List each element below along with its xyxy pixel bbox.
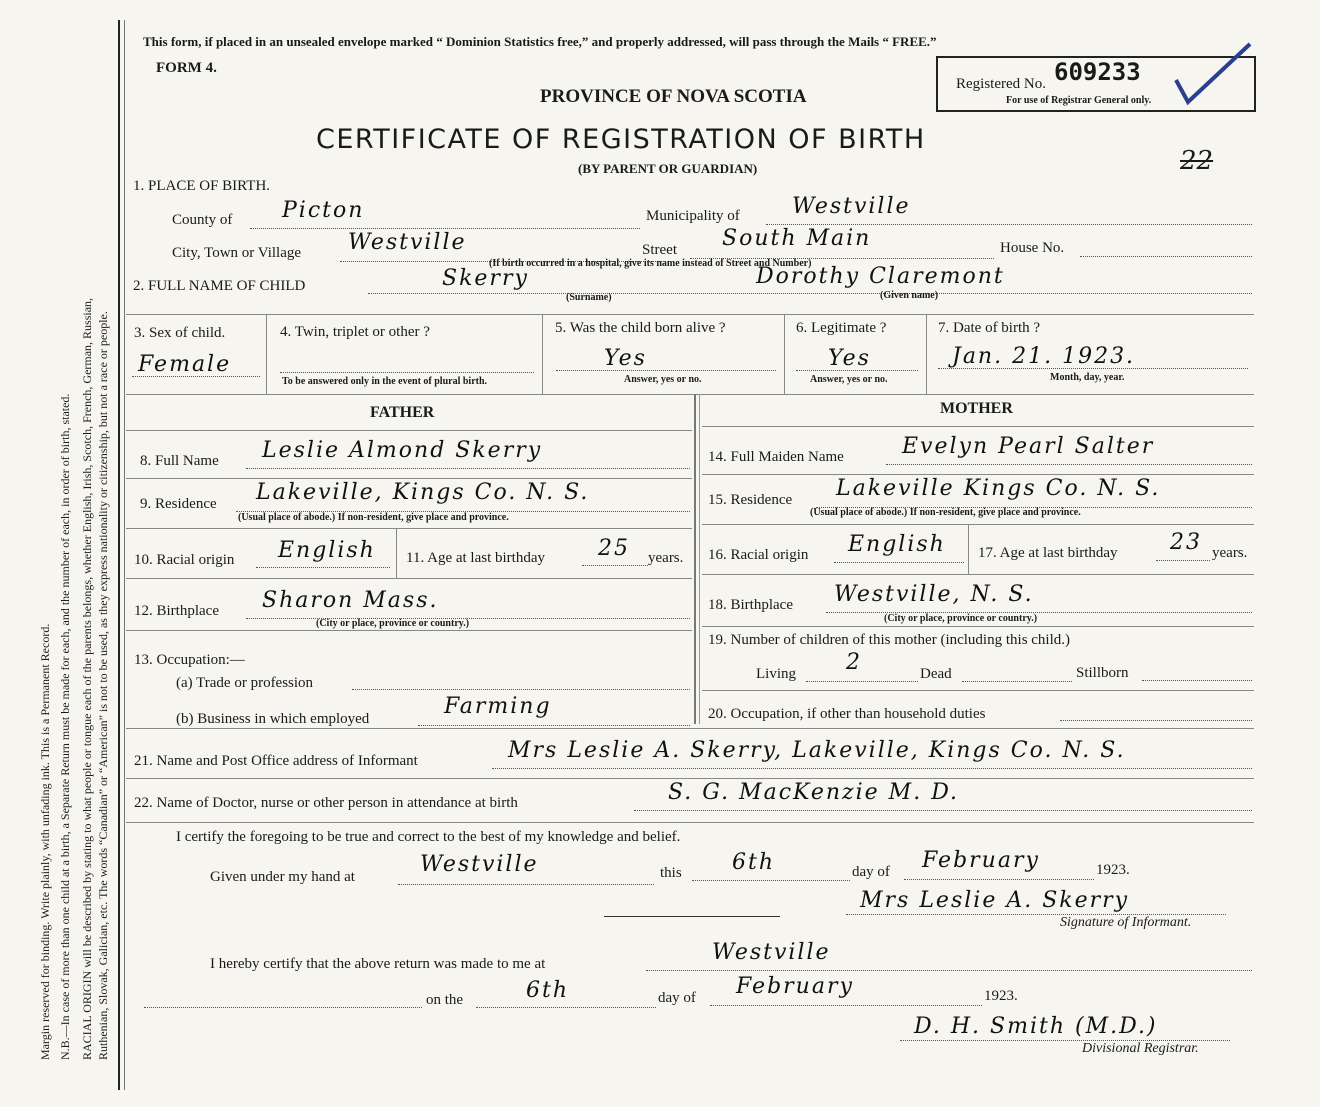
registration-month: February [736,974,854,999]
mother-residence-value: Lakeville Kings Co. N. S. [836,476,1161,501]
municipality-value: Westville [792,194,911,219]
reg-day-of-label: day of [658,990,696,1006]
mother-age-value: 23 [1170,530,1202,555]
surname-note: (Surname) [566,292,612,303]
father-birthplace-label: 12. Birthplace [134,603,219,619]
doctor-label: 22. Name of Doctor, nurse or other person in attendance at birth [134,795,518,811]
dead-label: Dead [920,666,952,682]
given-year: 1923. [1096,862,1130,878]
document-subtitle: (BY PARENT OR GUARDIAN) [578,161,758,176]
father-residence-label: 9. Residence [140,496,217,512]
mother-race-value: English [848,532,946,557]
mother-name-label: 14. Full Maiden Name [708,449,844,465]
dob-note: Month, day, year. [1050,372,1125,383]
legitimate-value: Yes [828,346,871,371]
margin-nb-note: N.B.—In case of more than one child at a birth, a Separate Return must be made for each, and the number of each, in order of birth, stated. [58,393,72,1060]
dob-label: 7. Date of birth ? [938,320,1041,336]
house-label: House No. [1000,240,1065,256]
registrar-statement: I hereby certify that the above return was made to me at [210,956,546,972]
signature-caption: Signature of Informant. [1060,915,1192,930]
father-birthplace-value: Sharon Mass. [262,588,439,613]
informant-value: Mrs Leslie A. Skerry, Lakeville, Kings Co. N. S. [508,738,1126,763]
mother-heading: MOTHER [940,400,1013,417]
sex-label: 3. Sex of child. [134,325,226,341]
stillborn-label: Stillborn [1076,665,1129,681]
mother-birthplace-note: (City or place, province or country.) [884,613,1038,624]
living-label: Living [756,666,796,682]
mother-residence-label: 15. Residence [708,492,793,508]
place-heading: 1. PLACE OF BIRTH. [133,178,271,194]
legitimate-label: 6. Legitimate ? [796,320,887,336]
father-race-value: English [278,538,376,563]
alive-value: Yes [604,346,647,371]
alive-label: 5. Was the child born alive ? [555,320,726,336]
mother-birthplace-value: Westville, N. S. [834,582,1034,607]
registration-day: 6th [526,978,570,1003]
mother-occupation-label: 20. Occupation, if other than household duties [708,706,986,722]
given-note: (Given name) [880,290,939,301]
given-month: February [922,848,1040,873]
father-name-value: Leslie Almond Skerry [262,438,543,463]
father-name-label: 8. Full Name [140,453,219,469]
alive-note: Answer, yes or no. [624,374,702,385]
county-label: County of [172,212,233,228]
mother-age-unit: years. [1212,545,1248,561]
municipality-label: Municipality of [646,208,740,224]
registrar-signature: D. H. Smith (M.D.) [914,1014,1158,1039]
county-value: Picton [282,198,365,223]
city-value: Westville [348,230,467,255]
father-occupation-label: 13. Occupation:— [134,652,245,668]
margin-racial-note-1: RACIAL ORIGIN will be described by stating to what people or tongue each of the parents belongs, whether English, Irish, Scotch, French, German, Russian, [80,297,94,1060]
mother-residence-note: (Usual place of abode.) If non-resident, give place and province. [810,507,1081,518]
mail-notice: This form, if placed in an unsealed envelope marked “ Dominion Statistics free,” and properly addressed, will pass through the Mails “ FREE.” [143,34,937,49]
given-under-label: Given under my hand at [210,869,355,885]
given-place: Westville [420,852,539,877]
father-residence-note: (Usual place of abode.) If non-resident, give place and province. [238,512,509,523]
trade-label: (a) Trade or profession [176,675,314,691]
day-of-label: day of [852,864,890,880]
street-value: South Main [722,226,872,251]
margin-rule-inner [124,20,125,1090]
child-given-name: Dorothy Claremont [756,264,1005,289]
informant-label: 21. Name and Post Office address of Informant [134,753,418,769]
legitimate-note: Answer, yes or no. [810,374,888,385]
child-surname: Skerry [442,266,529,291]
father-birthplace-note: (City or place, province or country.) [316,618,470,629]
twin-note: To be answered only in the event of plural birth. [282,376,488,387]
registrar-note: For use of Registrar General only. [1006,95,1152,106]
dob-value: Jan. 21. 1923. [952,344,1136,369]
form-number: FORM 4. [156,60,217,76]
child-name-label: 2. FULL NAME OF CHILD [133,278,306,294]
mother-birthplace-label: 18. Birthplace [708,597,793,613]
father-age-unit: years. [648,550,684,566]
father-heading: FATHER [370,404,435,421]
margin-rule [118,20,120,1090]
living-value: 2 [846,650,862,675]
street-label: Street [642,242,677,258]
mother-age-label: 17. Age at last birthday [978,545,1118,561]
doctor-value: S. G. MacKenzie M. D. [668,780,960,805]
certify-statement: I certify the foregoing to be true and correct to the best of my knowledge and belief. [176,829,681,845]
province-heading: PROVINCE OF NOVA SCOTIA [540,86,807,107]
mother-name-value: Evelyn Pearl Salter [902,434,1155,459]
father-residence-value: Lakeville, Kings Co. N. S. [256,480,590,505]
father-race-label: 10. Racial origin [134,552,235,568]
given-day: 6th [732,850,776,875]
margin-binding-note: Margin reserved for binding. Write plainly, with unfading ink. This is a Permanent Record. [38,623,52,1060]
registration-place: Westville [712,940,831,965]
business-label: (b) Business in which employed [176,711,370,727]
children-count-label: 19. Number of children of this mother (including this child.) [708,632,1071,648]
corner-mark: 22 [1180,146,1214,176]
registrar-caption: Divisional Registrar. [1082,1041,1199,1056]
on-the-label: on the [426,992,464,1008]
this-label: this [660,865,682,881]
hospital-note: (If birth occurred in a hospital, give its name instead of Street and Number) [489,258,812,269]
twin-label: 4. Twin, triplet or other ? [280,324,430,340]
check-mark-icon [1170,40,1260,110]
registration-year: 1923. [984,988,1018,1004]
father-age-value: 25 [598,536,630,561]
father-age-label: 11. Age at last birthday [406,550,545,566]
registered-number: 609233 [1054,58,1141,86]
city-label: City, Town or Village [172,245,302,261]
margin-racial-note-2: Ruthenian, Slovak, Galician, etc. The words “Canadian” or “American” is not to be used, as they express nationality or citizenship, but not a race or people. [96,311,110,1060]
business-value: Farming [444,694,552,719]
mother-race-label: 16. Racial origin [708,547,809,563]
sex-value: Female [138,352,232,377]
document-title: CERTIFICATE OF REGISTRATION OF BIRTH [316,124,926,155]
registered-label: Registered No. [956,76,1046,92]
informant-signature: Mrs Leslie A. Skerry [860,888,1130,913]
